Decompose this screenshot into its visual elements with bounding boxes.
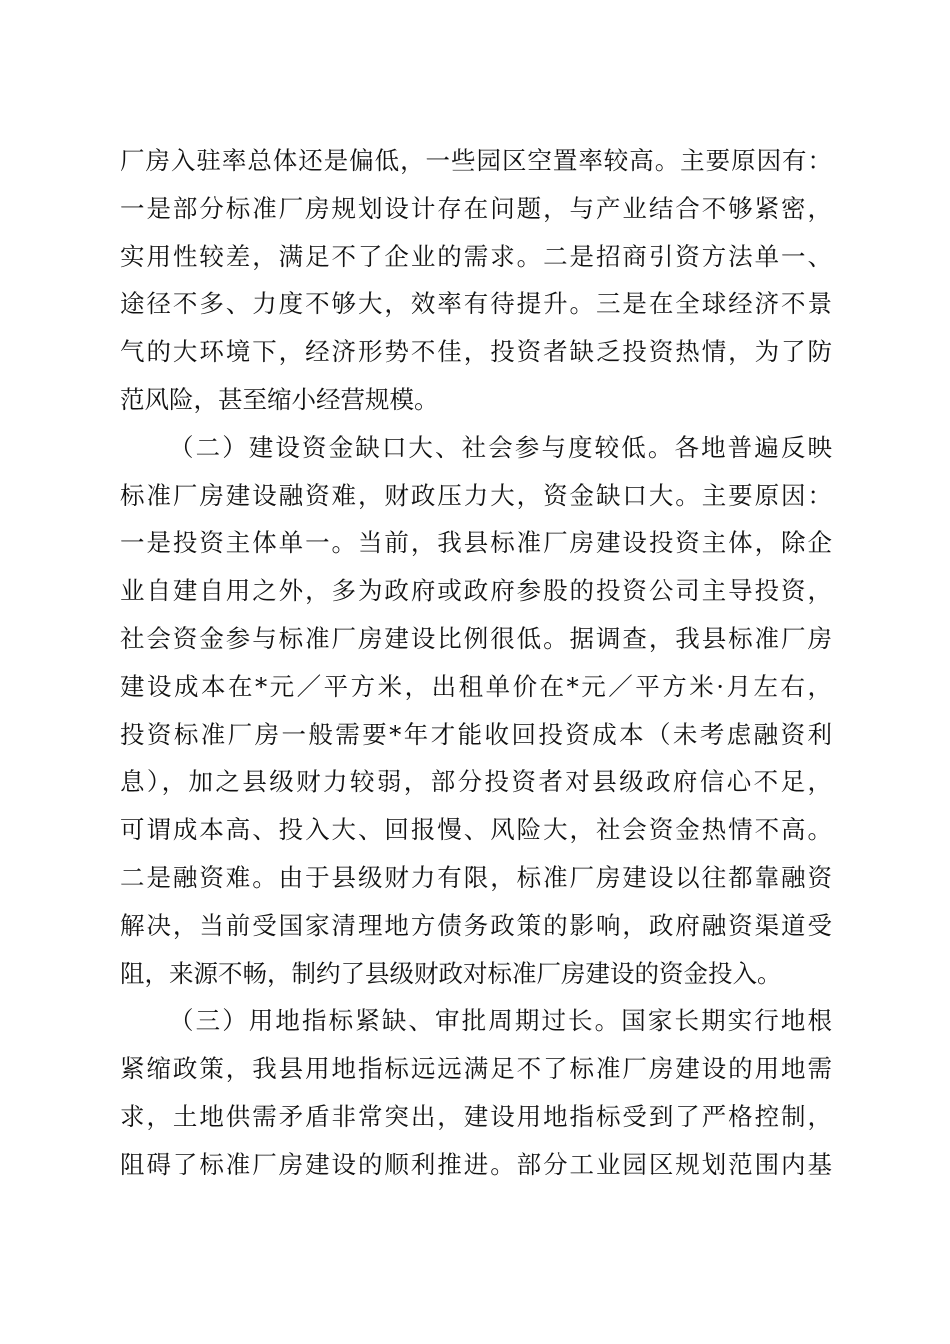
text-line: 气的大环境下，经济形势不佳，投资者缺乏投资热情，为了防 bbox=[120, 337, 832, 367]
text-line: 社会资金参与标准厂房建设比例很低。据调查，我县标准厂房 bbox=[120, 623, 832, 653]
text-line: 一是部分标准厂房规划设计存在问题，与产业结合不够紧密， bbox=[120, 193, 832, 223]
text-line: 息），加之县级财力较弱，部分投资者对县级政府信心不足， bbox=[120, 767, 832, 797]
text-line: 紧缩政策，我县用地指标远远满足不了标准厂房建设的用地需 bbox=[120, 1054, 832, 1084]
text-line: 厂房入驻率总体还是偏低，一些园区空置率较高。主要原因有： bbox=[120, 146, 832, 175]
text-line: 求，土地供需矛盾非常突出，建设用地指标受到了严格控制， bbox=[120, 1101, 832, 1131]
text-line: 业自建自用之外，多为政府或政府参股的投资公司主导投资， bbox=[120, 576, 832, 606]
text-line: 投资标准厂房一般需要*年才能收回投资成本（未考虑融资利 bbox=[120, 719, 832, 749]
text-line: 建设成本在*元／平方米，出租单价在*元／平方米·月左右， bbox=[120, 671, 832, 701]
section-heading-line: （三）用地指标紧缺、审批周期过长。国家长期实行地根 bbox=[169, 1006, 832, 1036]
text-line: 二是融资难。由于县级财力有限，标准厂房建设以往都靠融资 bbox=[120, 862, 832, 892]
text-line: 途径不多、力度不够大，效率有待提升。三是在全球经济不景 bbox=[120, 289, 832, 319]
text-line: 标准厂房建设融资难，财政压力大，资金缺口大。主要原因： bbox=[120, 480, 832, 510]
text-line: 阻碍了标准厂房建设的顺利推进。部分工业园区规划范围内基 bbox=[120, 1149, 832, 1179]
text-line: 一是投资主体单一。当前，我县标准厂房建设投资主体，除企 bbox=[120, 528, 832, 558]
section-heading-line: （二）建设资金缺口大、社会参与度较低。各地普遍反映 bbox=[169, 432, 832, 462]
text-line: 阻，来源不畅，制约了县级财政对标准厂房建设的资金投入。 bbox=[120, 958, 782, 988]
text-line: 可谓成本高、投入大、回报慢、风险大，社会资金热情不高。 bbox=[120, 815, 832, 845]
body-text bbox=[120, 137, 832, 1189]
text-line: 范风险，甚至缩小经营规模。 bbox=[120, 384, 439, 414]
text-line: 解决，当前受国家清理地方债务政策的影响，政府融资渠道受 bbox=[120, 910, 832, 940]
text-line: 实用性较差，满足不了企业的需求。二是招商引资方法单一、 bbox=[120, 241, 832, 271]
